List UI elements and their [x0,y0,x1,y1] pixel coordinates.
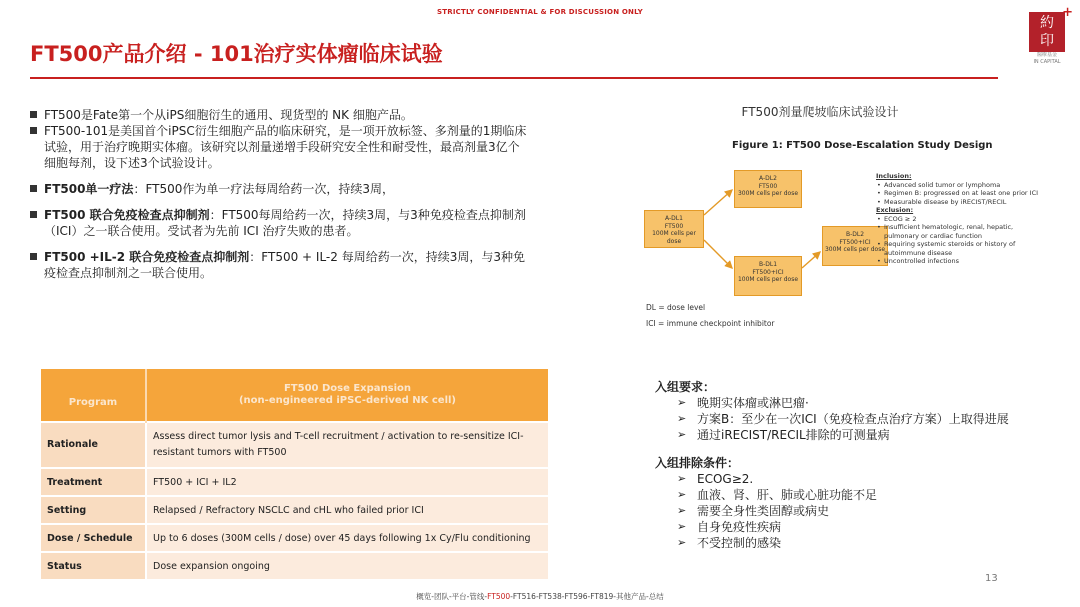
square-bullet-icon [30,185,37,192]
bullet-bold: FT500 联合免疫检查点抑制剂 [44,208,210,222]
bullet-item [30,123,530,171]
header-title: FT500 Dose Expansion [283,383,412,394]
logo-subtitle-2: IN CAPITAL [1033,59,1061,65]
box-line: FT500+ICI [752,268,784,276]
bullet-item [30,249,530,281]
table-row [41,422,548,468]
diagram-criteria [876,172,1046,266]
arrow-bullet-icon: ➢ [677,472,687,485]
criteria-text: ECOG≥2. [697,472,754,486]
figure-title: Figure 1: FT500 Dose-Escalation Study Design [732,140,993,151]
arrow-bullet-icon: ➢ [677,428,687,441]
exclusion-title: 入组排除条件： [655,456,740,470]
dose-expansion-table [41,369,548,579]
criteria-text: 自身免疫性疾病 [697,520,782,534]
criteria-item [655,487,1055,503]
exclusion-item: • Requiring systemic steroids or history of autoimmune disease [876,240,1046,257]
nav-prefix[interactable]: 概览-团队-平台-管线- [416,592,488,601]
bullet-text: FT500是Fate第一个从iPS细胞衍生的通用、现货型的 NK 细胞产品。 [44,108,413,122]
bullet-text: FT500-101是美国首个iPSC衍生细胞产品的临床研究，是一项开放标签、多剂量的1期临床试验，用于治疗晚期实体瘤。该研究以剂量递增手段研究安全性和耐受性，最高剂量3亿个细胞每剂，设下述3个试验设计。 [44,124,527,170]
arrow-bullet-icon: ➢ [677,412,687,425]
arrow-bullet-icon: ➢ [677,520,687,533]
box-line: FT500 [758,182,778,190]
row-label: Setting [41,496,146,524]
logo-char-2: 印 [1040,33,1054,49]
arrow-to-a-dl2 [704,190,732,215]
header-expansion [146,369,548,422]
arrow-bullet-icon: ➢ [677,536,687,549]
inclusion-title: 入组要求： [655,380,716,394]
table-row [41,552,548,579]
arrow-bullet-icon: ➢ [677,488,687,501]
box-a-dl2 [734,170,802,208]
criteria-text: 需要全身性类固醇或病史 [697,504,830,518]
company-logo [1029,5,1073,66]
row-value: Up to 6 doses (300M cells / dose) over 45 days following 1x Cy/Flu conditioning [146,524,548,552]
criteria-item [655,503,1055,519]
diagram-legend [646,300,775,332]
box-line: FT500 [664,222,684,230]
square-bullet-icon [30,127,37,134]
plus-icon: + [1062,5,1073,20]
criteria-text: 晚期实体瘤或淋巴瘤· [697,396,809,410]
box-a-dl1 [644,210,704,248]
logo-seal [1029,5,1073,52]
row-label: Status [41,552,146,579]
criteria-item [655,471,1055,487]
row-value: Relapsed / Refractory NSCLC and cHL who failed prior ICI [146,496,548,524]
box-b-dl1 [734,256,802,296]
arrow-bullet-icon: ➢ [677,396,687,409]
nav-suffix[interactable]: -FT516-FT538-FT596-FT819-其他产品-总结 [510,592,664,601]
bullet-text: ：FT500作为单一疗法每周给药一次，持续3周， [133,182,394,196]
criteria-text: 通过iRECIST/RECIL排除的可测量病 [697,428,890,442]
inclusion-item: • Measurable disease by iRECIST/RECIL [876,198,1046,207]
criteria-item [655,411,1055,427]
bullet-item [30,107,530,123]
legend-item: ICI = immune checkpoint inhibitor [646,319,775,328]
bullet-text: ：FT500每周给药一次，持续3周，与3种免疫检查点抑制剂（ICI）之一联合使用。受试者为先前 ICI 治疗失败的患者。 [44,208,526,238]
square-bullet-icon [30,253,37,260]
inclusion-item: • Regimen B: progressed on at least one prior ICI [876,189,1046,198]
table-row [41,524,548,552]
criteria-text: 方案B：至少在一次ICI（免疫检查点治疗方案）上取得进展 [697,412,1009,426]
box-line: 300M cells per dose [824,246,886,253]
criteria-text: 不受控制的感染 [697,536,782,550]
box-line: 100M cells per dose [737,276,799,283]
row-label: Rationale [41,422,146,468]
criteria-item [655,535,1055,551]
bullet-bold: FT500 +IL-2 联合免疫检查点抑制剂 [44,250,250,264]
square-bullet-icon [30,111,37,118]
box-line: A-DL1 [665,215,683,222]
exclusion-item: • ECOG ≥ 2 [876,215,1046,224]
box-line: 100M cells per dose [652,230,696,245]
legend-item: DL = dose level [646,303,706,312]
box-line: B-DL1 [758,261,778,268]
table-row [41,468,548,496]
logo-subtitle-1: 醫療基金 [1036,52,1057,58]
title-rule [30,77,998,79]
criteria-list [655,379,1055,551]
nav-active-item[interactable]: FT500 [487,592,511,601]
logo-char-1: 約 [1040,15,1054,31]
row-value: Assess direct tumor lysis and T-cell recruitment / activation to re-sensitize ICI-resistant tumors with FT500 [146,422,548,468]
square-bullet-icon [30,211,37,218]
header-program: Program [41,369,146,422]
bullet-text: ：FT500 + IL-2 每周给药一次，持续3周，与3种免疫检查点抑制剂之一联合使用。 [44,250,525,280]
criteria-item [655,395,1055,411]
table-header-row [41,369,548,422]
exclusion-header: Exclusion: [876,206,914,214]
footer-nav [0,591,1080,602]
box-line: A-DL2 [759,175,777,182]
table-row [41,496,548,524]
diagram-section-title: FT500剂量爬坡临床试验设计 [741,105,899,119]
row-value: Dose expansion ongoing [146,552,548,579]
box-line: B-DL2 [845,231,865,238]
arrow-bullet-icon: ➢ [677,504,687,517]
page-title: FT500产品介绍 - 101治疗实体瘤临床试验 [30,42,443,66]
exclusion-item: • Uncontrolled infections [876,257,1046,266]
confidential-banner: STRICTLY CONFIDENTIAL & FOR DISCUSSION ONLY [437,8,643,16]
header-subtitle: (non-engineered iPSC-derived NK cell) [238,395,456,406]
row-label: Treatment [41,468,146,496]
page-number: 13 [985,573,998,584]
box-line: FT500+ICI [839,238,871,246]
intro-bullets [30,107,530,281]
box-line: 300M cells per dose [737,190,799,197]
row-label: Dose / Schedule [41,524,146,552]
arrow-to-b-dl1 [704,240,732,268]
bullet-bold: FT500单一疗法 [44,182,134,196]
exclusion-item: • Insufficient hematologic, renal, hepatic, pulmonary or cardiac function [876,223,1046,240]
criteria-item [655,519,1055,535]
row-value: FT500 + ICI + IL2 [146,468,548,496]
bullet-item [30,207,530,239]
inclusion-item: • Advanced solid tumor or lymphoma [876,181,1046,190]
criteria-item [655,427,1055,443]
bullet-item [30,181,530,197]
arrow-to-b-dl2 [802,252,820,268]
inclusion-header: Inclusion: [876,172,912,180]
criteria-text: 血液、肾、肝、肺或心脏功能不足 [697,488,878,502]
